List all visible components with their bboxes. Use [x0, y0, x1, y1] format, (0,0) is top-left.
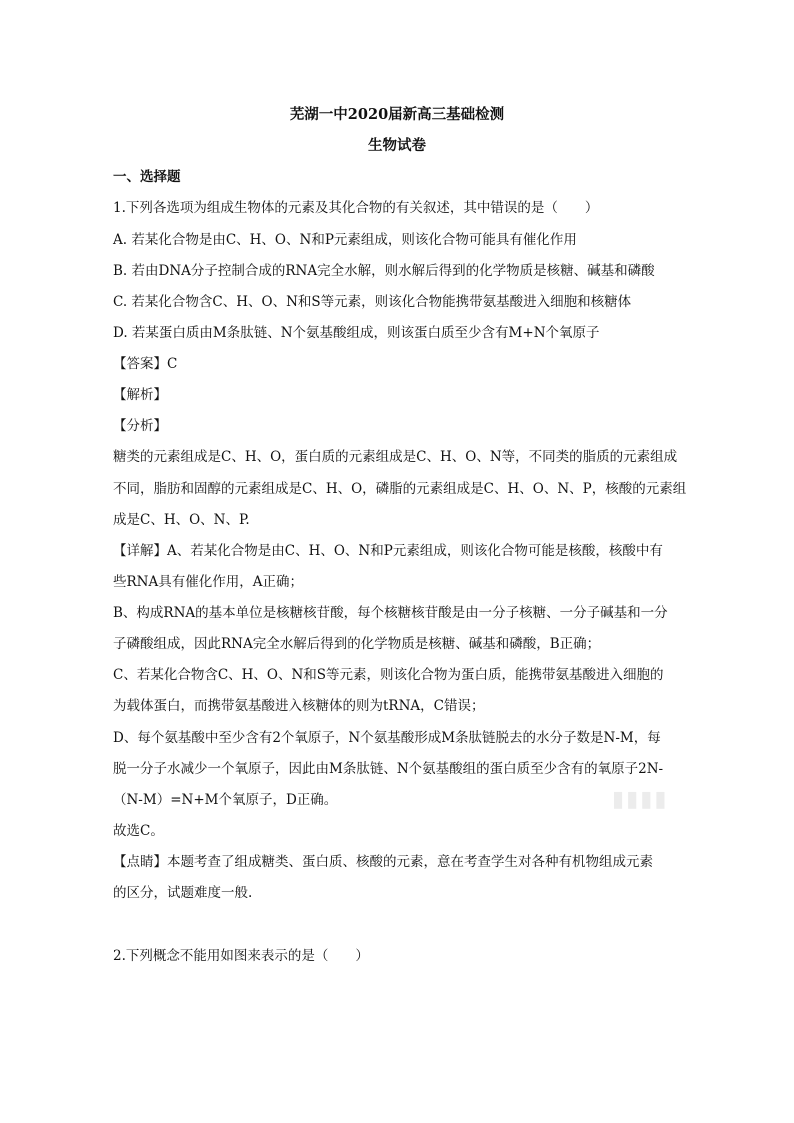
- fenxi-heading: 【分析】: [113, 418, 167, 434]
- comment-line: 【点睛】本题考查了组成糖类、蛋白质、核酸的元素，意在考查学生对各种有机物组成元素: [113, 854, 653, 870]
- detail-line: B、构成RNA的基本单位是核糖核苷酸，每个核糖核苷酸是由一分子核糖、一分子碱基和一分: [113, 605, 668, 621]
- analysis-line: 糖类的元素组成是C、H、O，蛋白质的元素组成是C、H、O、N等，不同类的脂质的元素组成: [113, 449, 678, 465]
- analysis-line: 不同，脂肪和固醇的元素组成是C、H、O，磷脂的元素组成是C、H、O、N、P，核酸的元素组: [113, 481, 687, 497]
- option-c: C. 若某化合物含C、H、O、N和S等元素，则该化合物能携带氨基酸进入细胞和核糖体: [113, 294, 632, 310]
- watermark: ▮▮▮▮: [612, 787, 669, 812]
- exam-subtitle: 生物试卷: [368, 137, 426, 154]
- detail-line: D、每个氨基酸中至少含有2个氧原子，N个氨基酸形成M条肽链脱去的水分子数是N-M，每: [113, 730, 661, 746]
- option-d: D. 若某蛋白质由M条肽链、N个氨基酸组成，则该蛋白质至少含有M+N个氧原子: [113, 325, 600, 341]
- section-heading: 一、选择题: [113, 169, 181, 185]
- conclusion-line: 故选C。: [113, 823, 164, 839]
- detail-line: 些RNA具有催化作用，A正确；: [113, 574, 303, 590]
- jiexi-heading: 【解析】: [113, 387, 167, 403]
- detail-line: 【详解】A、若某化合物是由C、H、O、N和P元素组成，则该化合物可能是核酸，核酸中有: [113, 543, 663, 559]
- comment-line: 的区分，试题难度一般.: [113, 885, 253, 901]
- detail-line: 脱一分子水减少一个氧原子，因此由M条肽链、N个氨基酸组的蛋白质至少含有的氧原子2N-: [113, 761, 664, 777]
- exam-title: 芜湖一中2020届新高三基础检测: [289, 106, 505, 123]
- option-b: B. 若由DNA分子控制合成的RNA完全水解，则水解后得到的化学物质是核糖、碱基和磷酸: [113, 263, 655, 279]
- option-a: A. 若某化合物是由C、H、O、N和P元素组成，则该化合物可能具有催化作用: [113, 232, 577, 248]
- question-2-stem: 2.下列概念不能用如图来表示的是（ ）: [113, 948, 369, 964]
- analysis-line: 成是C、H、O、N、P.: [113, 512, 250, 528]
- detail-line: C、若某化合物含C、H、O、N和S等元素，则该化合物为蛋白质，能携带氨基酸进入细胞的: [113, 667, 664, 683]
- detail-line: 为载体蛋白，而携带氨基酸进入核糖体的则为tRNA，C错误；: [113, 698, 485, 714]
- detail-line: （N-M）=N+M个氧原子，D正确。: [113, 792, 338, 808]
- answer: 【答案】C: [113, 356, 178, 372]
- detail-line: 子磷酸组成，因此RNA完全水解后得到的化学物质是核糖、碱基和磷酸，B正确；: [113, 636, 601, 652]
- question-1-stem: 1.下列各选项为组成生物体的元素及其化合物的有关叙述，其中错误的是（ ）: [113, 200, 599, 216]
